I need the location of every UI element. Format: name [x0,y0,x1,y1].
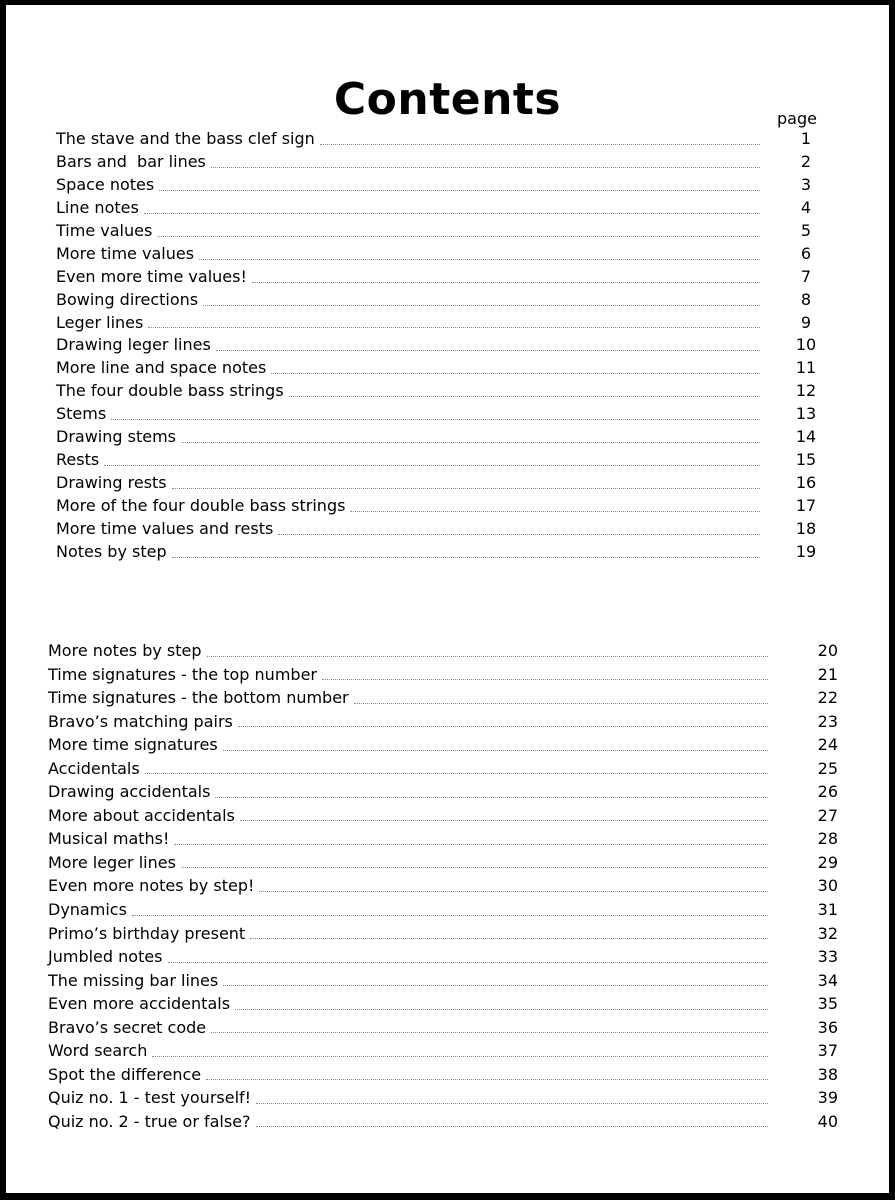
toc-entry[interactable] [56,266,826,289]
toc-entry-page-number: 31 [817,900,838,920]
toc-entry-page-number: 20 [817,641,838,660]
dot-leader [278,534,760,535]
toc-entry[interactable] [48,1016,838,1040]
toc-entry-title: Even more notes by step! [48,876,255,896]
dot-leader [252,282,760,283]
dot-leader [256,1103,768,1104]
toc-entry[interactable] [48,827,838,851]
dot-leader [148,327,760,328]
toc-entry[interactable] [48,733,838,757]
toc-entry[interactable] [48,757,838,781]
toc-section-2 [48,639,838,1133]
dot-leader [259,891,768,892]
contents-page [6,5,889,1193]
toc-entry-page-number: 39 [817,1088,838,1108]
dot-leader [168,962,768,963]
toc-entry-title: Even more time values! [56,266,247,286]
toc-entry-title: Quiz no. 2 - true or false? [48,1111,251,1131]
toc-entry-title: Rests [56,450,100,470]
dot-leader [152,1056,768,1057]
toc-entry-title: Jumbled notes [48,947,163,967]
toc-entry[interactable] [48,686,838,710]
toc-entry-page-number: 25 [817,758,838,778]
toc-entry-page-number: 26 [817,782,838,802]
toc-entry-page-number: 33 [817,947,838,967]
toc-entry-page-number: 17 [795,496,817,515]
toc-entry[interactable] [48,804,838,828]
dot-leader [174,844,768,845]
page-title: Contents [333,74,562,126]
toc-entry-title: Bravo’s secret code [48,1017,207,1037]
toc-entry[interactable] [56,380,826,403]
dot-leader [271,373,760,374]
toc-entry-page-number: 21 [817,664,838,684]
toc-entry-title: Spot the difference [48,1064,202,1084]
toc-entry-title: Bars and bar lines [56,151,206,171]
toc-entry-title: More time values and rests [56,518,274,538]
toc-entry[interactable] [56,518,826,541]
toc-entry[interactable] [48,922,838,946]
toc-entry-page-number: 5 [800,220,812,240]
dot-leader [206,1079,768,1080]
toc-entry[interactable] [56,495,826,518]
dot-leader [250,938,768,939]
toc-entry-page-number: 3 [800,174,812,194]
toc-entry-title: Drawing accidentals [48,782,211,802]
toc-entry-page-number: 30 [817,876,838,896]
toc-entry-title: Notes by step [56,541,167,561]
dot-leader [157,236,760,237]
toc-entry[interactable] [48,1063,838,1087]
toc-entry[interactable] [48,1039,838,1063]
toc-entry-title: The four double bass strings [56,381,284,401]
toc-entry[interactable] [56,334,826,357]
toc-entry[interactable] [56,472,826,495]
dot-leader [322,679,768,680]
toc-entry-page-number: 10 [795,335,817,355]
dot-leader [203,305,760,306]
toc-section-1 [56,128,826,564]
dot-leader [144,213,760,214]
toc-entry-title: More of the four double bass strings [56,496,346,515]
toc-entry-page-number: 36 [817,1017,838,1037]
toc-entry-title: The stave and the bass clef sign [56,129,315,148]
toc-entry-title: Quiz no. 1 - test yourself! [48,1088,252,1108]
toc-entry-page-number: 29 [817,852,838,872]
toc-entry-title: More about accidentals [48,805,235,825]
dot-leader [181,867,768,868]
dot-leader [172,557,760,558]
toc-entry-title: Drawing leger lines [56,335,211,355]
dot-leader [211,1032,768,1033]
toc-entry-title: Dynamics [48,900,127,920]
toc-entry-title: Drawing stems [56,427,176,447]
toc-entry-page-number: 14 [795,427,817,447]
toc-entry-page-number: 19 [795,541,817,561]
dot-leader [215,797,768,798]
toc-entry-page-number: 8 [800,289,812,309]
dot-leader [240,820,768,821]
toc-entry-page-number: 15 [795,450,817,470]
toc-entry[interactable] [48,969,838,993]
toc-entry[interactable] [56,151,826,174]
toc-entry-page-number: 28 [817,829,838,849]
toc-entry-title: Leger lines [56,312,144,332]
dot-leader [145,773,768,774]
dot-leader [172,488,760,489]
dot-leader [211,167,760,168]
toc-entry-title: Even more accidentals [48,994,231,1014]
dot-leader [216,350,760,351]
toc-entry[interactable] [56,174,826,197]
toc-entry-page-number: 34 [817,970,838,990]
toc-entry-page-number: 32 [817,923,838,943]
dot-leader [111,419,760,420]
toc-entry[interactable] [56,312,826,335]
dot-leader [256,1126,768,1127]
toc-entry[interactable] [56,197,826,220]
toc-entry[interactable] [56,541,826,564]
toc-entry-title: Bowing directions [56,289,199,309]
toc-entry-page-number: 9 [800,312,812,332]
toc-entry-title: Time values [56,220,153,240]
toc-entry-page-number: 35 [817,994,838,1014]
toc-entry-page-number: 11 [795,358,817,378]
toc-entry-page-number: 37 [817,1041,838,1061]
toc-entry-title: More line and space notes [56,358,267,378]
toc-entry-title: Accidentals [48,758,140,778]
toc-entry-title: More leger lines [48,852,176,872]
toc-entry[interactable] [48,898,838,922]
toc-entry[interactable] [56,426,826,449]
toc-entry-page-number: 7 [800,266,812,286]
dot-leader [223,985,768,986]
toc-entry[interactable] [56,220,826,243]
dot-leader [132,915,768,916]
toc-entry[interactable] [48,1086,838,1110]
dot-leader [320,144,760,145]
toc-entry[interactable] [56,243,826,266]
toc-entry-title: More time values [56,243,195,263]
toc-entry[interactable] [48,639,838,663]
toc-entry[interactable] [56,128,826,151]
dot-leader [289,396,760,397]
dot-leader [199,259,760,260]
toc-entry-title: Drawing rests [56,473,167,493]
toc-entry-title: Line notes [56,197,139,217]
toc-entry-title: More notes by step [48,641,202,660]
toc-entry-title: Time signatures - the bottom number [48,688,349,708]
toc-entry-page-number: 4 [800,197,812,217]
toc-entry-title: Time signatures - the top number [48,664,317,684]
dot-leader [207,656,768,657]
toc-entry-title: Primo’s birthday present [48,923,246,943]
dot-leader [235,1009,768,1010]
toc-entry[interactable] [48,710,838,734]
toc-entry-title: More time signatures [48,735,218,755]
page-column-header: page [777,109,817,128]
toc-entry-page-number: 24 [817,735,838,755]
dot-leader [354,703,768,704]
toc-entry-page-number: 13 [795,404,817,424]
dot-leader [181,442,760,443]
toc-entry[interactable] [56,289,826,312]
toc-entry[interactable] [48,874,838,898]
toc-entry[interactable] [48,780,838,804]
dot-leader [350,511,760,512]
toc-entry-page-number: 18 [795,518,817,538]
toc-entry[interactable] [56,357,826,380]
toc-entry-page-number: 22 [817,688,838,708]
toc-entry-page-number: 6 [800,243,812,263]
toc-entry-page-number: 23 [817,711,838,731]
toc-entry-page-number: 12 [795,381,817,401]
toc-entry-page-number: 2 [800,151,812,171]
dot-leader [238,726,768,727]
toc-entry-title: The missing bar lines [48,970,219,990]
dot-leader [104,465,760,466]
toc-entry-page-number: 38 [817,1064,838,1084]
toc-entry[interactable] [48,992,838,1016]
toc-entry[interactable] [56,449,826,472]
toc-entry-title: Word search [48,1041,148,1061]
toc-entry-page-number: 27 [817,805,838,825]
toc-entry-page-number: 16 [795,473,817,493]
dot-leader [159,190,760,191]
toc-entry[interactable] [48,851,838,875]
toc-entry[interactable] [48,945,838,969]
toc-entry-page-number: 40 [817,1111,838,1131]
toc-entry-title: Space notes [56,174,155,194]
toc-entry[interactable] [48,663,838,687]
toc-entry-title: Stems [56,404,107,424]
toc-entry-title: Bravo’s matching pairs [48,711,233,731]
toc-entry[interactable] [56,403,826,426]
dot-leader [223,750,768,751]
toc-entry[interactable] [48,1110,838,1134]
toc-entry-page-number: 1 [800,129,812,148]
toc-entry-title: Musical maths! [48,829,170,849]
